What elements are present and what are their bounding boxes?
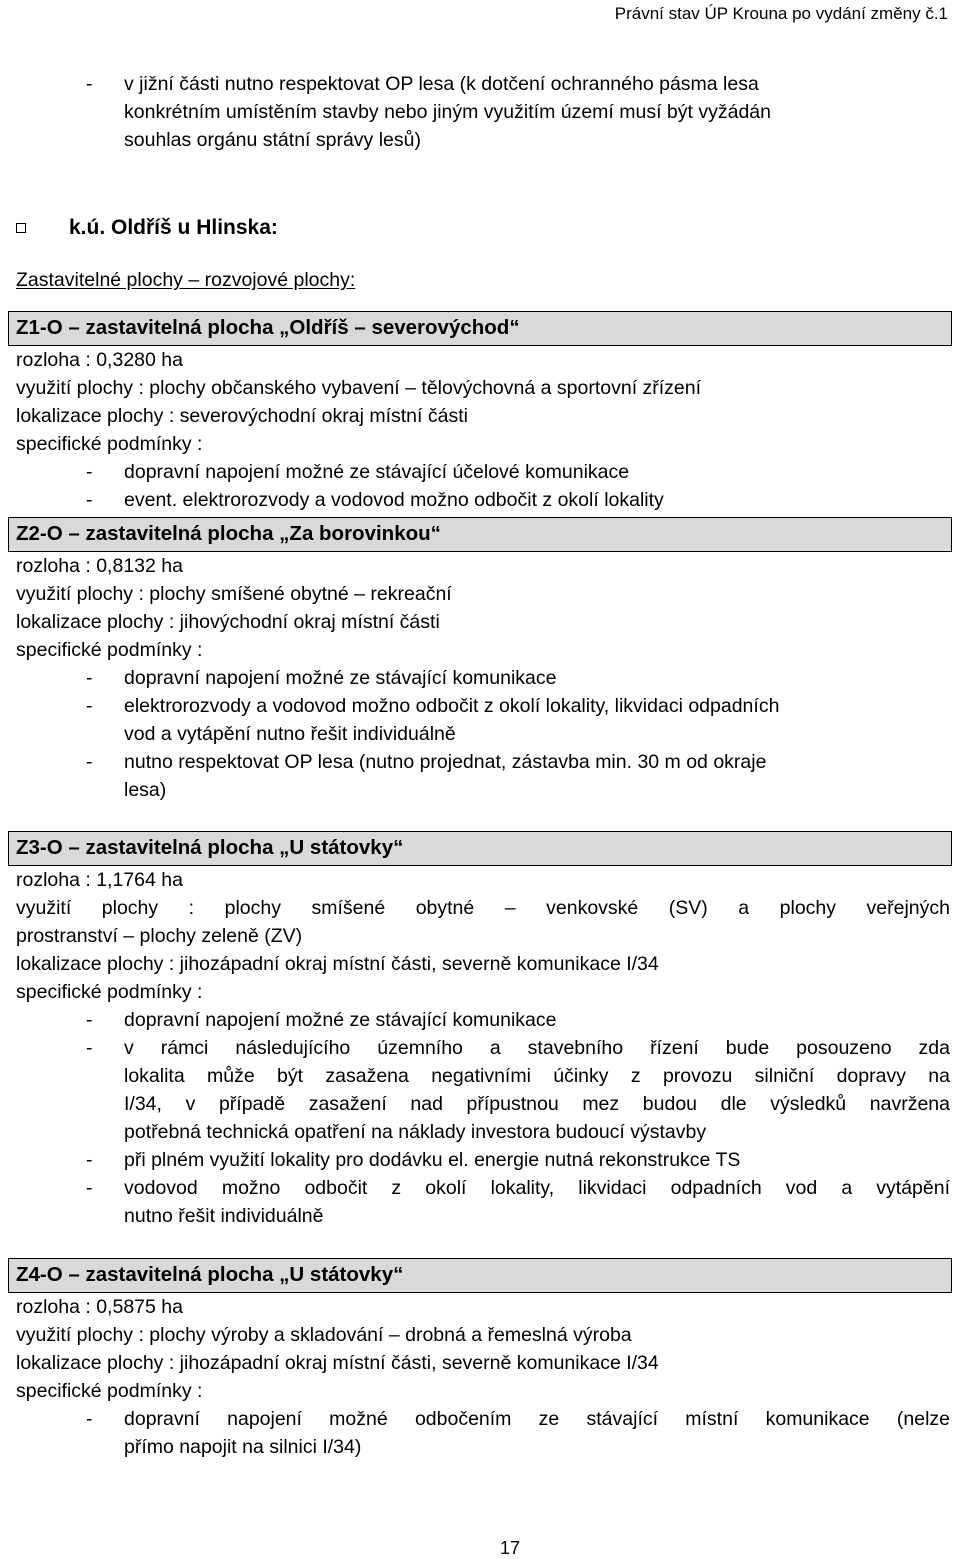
list-item-line: vod a vytápění nutno řešit individuálně: [124, 723, 456, 745]
bullet-dash: -: [86, 667, 93, 689]
list-item: [16, 1405, 950, 1461]
z3-podminky-label: specifické podmínky :: [16, 981, 203, 1003]
checkbox-bullet-icon: [16, 223, 26, 233]
bullet-dash: -: [86, 1408, 93, 1430]
bullet-dash: -: [86, 489, 93, 511]
bullet-dash: -: [86, 1149, 93, 1171]
z2-title-box: Z2-O – zastavitelná plocha „Za borovinkou“: [8, 517, 952, 552]
bullet-dash: -: [86, 461, 93, 483]
page-header: Právní stav ÚP Krouna po vydání změny č.1: [614, 4, 948, 23]
z3-rozloha: rozloha : 1,1764 ha: [16, 869, 183, 891]
cadastral-title: k.ú. Oldříš u Hlinska:: [69, 216, 278, 239]
section-heading: Zastavitelné plochy – rozvojové plochy:: [16, 269, 356, 291]
list-item-line: I/34, v případě zasažení nad přípustnou mez budou dle výsledků navržena: [124, 1093, 950, 1115]
bullet-dash: -: [86, 1037, 93, 1059]
z2-lokalizace: lokalizace plochy : jihovýchodní okraj místní části: [16, 611, 440, 633]
bullet-dash: -: [86, 1009, 93, 1031]
z1-title-box: Z1-O – zastavitelná plocha „Oldříš – severovýchod“: [8, 311, 952, 346]
list-item-line: elektrorozvody a vodovod možno odbočit z okolí lokality, likvidaci odpadních: [124, 695, 780, 717]
z4-title-box: Z4-O – zastavitelná plocha „U státovky“: [8, 1258, 952, 1293]
list-item: [16, 1034, 950, 1146]
z2-rozloha: rozloha : 0,8132 ha: [16, 555, 183, 577]
list-item: [16, 1174, 950, 1230]
list-item-line: lesa): [124, 779, 167, 801]
list-item-line: dopravní napojení možné ze stávající komunikace: [124, 1009, 557, 1031]
list-item: [16, 1146, 950, 1174]
list-item-line: dopravní napojení možné ze stávající komunikace: [124, 667, 557, 689]
cadastral-heading: [16, 212, 950, 244]
list-item-line: přímo napojit na silnici I/34): [124, 1436, 362, 1458]
z3-lokalizace: lokalizace plochy : jihozápadní okraj místní části, severně komunikace I/34: [16, 953, 659, 975]
z1-vyuziti: využití plochy : plochy občanského vybavení – tělovýchovná a sportovní zřízení: [16, 377, 702, 399]
bullet-dash: -: [86, 73, 93, 95]
list-item-line: potřebná technická opatření na náklady investora budoucí výstavby: [124, 1121, 707, 1143]
list-item: [16, 748, 950, 804]
z1-rozloha: rozloha : 0,3280 ha: [16, 349, 183, 371]
list-item: [16, 70, 950, 154]
list-item-line: konkrétním umístěním stavby nebo jiným využitím území musí být vyžádán: [124, 101, 771, 123]
list-item-line: souhlas orgánu státní správy lesů): [124, 129, 421, 151]
z2-vyuziti: využití plochy : plochy smíšené obytné – rekreační: [16, 583, 452, 605]
list-item: [16, 692, 950, 748]
z1-lokalizace: lokalizace plochy : severovýchodní okraj místní části: [16, 405, 468, 427]
z4-podminky-label: specifické podmínky :: [16, 1380, 203, 1402]
list-item-line: v rámci následujícího územního a stavebního řízení bude posouzeno zda: [124, 1037, 950, 1059]
list-item-line: event. elektrorozvody a vodovod možno odbočit z okolí lokality: [124, 489, 664, 511]
z3-title-box: Z3-O – zastavitelná plocha „U státovky“: [8, 831, 952, 866]
list-item-line: dopravní napojení možné ze stávající účelové komunikace: [124, 461, 630, 483]
z4-vyuziti: využití plochy : plochy výroby a skladování – drobná a řemeslná výroba: [16, 1324, 632, 1346]
list-item: [16, 664, 950, 692]
bullet-dash: -: [86, 695, 93, 717]
z3-vyuziti-line: prostranství – plochy zeleně (ZV): [16, 925, 303, 947]
list-item-line: při plném využití lokality pro dodávku el. energie nutná rekonstrukce TS: [124, 1149, 741, 1171]
page-number: 17: [499, 1538, 521, 1558]
list-item-line: vodovod možno odbočit z okolí lokality, likvidaci odpadních vod a vytápění: [124, 1177, 950, 1199]
list-item-line: v jižní části nutno respektovat OP lesa (k dotčení ochranného pásma lesa: [124, 73, 759, 95]
list-item-line: nutno respektovat OP lesa (nutno projednat, zástavba min. 30 m od okraje: [124, 751, 767, 773]
bullet-dash: -: [86, 1177, 93, 1199]
z3-vyuziti-line: využití plochy : plochy smíšené obytné – venkovské (SV) a plochy veřejných: [16, 897, 950, 919]
list-item-line: nutno řešit individuálně: [124, 1205, 324, 1227]
z4-lokalizace: lokalizace plochy : jihozápadní okraj místní části, severně komunikace I/34: [16, 1352, 659, 1374]
list-item-line: lokalita může být zasažena negativními účinky z provozu silniční dopravy na: [124, 1065, 950, 1087]
z2-podminky-label: specifické podmínky :: [16, 639, 203, 661]
list-item-line: dopravní napojení možné odbočením ze stávající místní komunikace (nelze: [124, 1408, 950, 1430]
z4-rozloha: rozloha : 0,5875 ha: [16, 1296, 183, 1318]
list-item: [16, 1006, 950, 1034]
list-item: [16, 486, 950, 514]
bullet-dash: -: [86, 751, 93, 773]
document-body: [16, 70, 950, 1461]
list-item: [16, 458, 950, 486]
z3-vyuziti: [16, 894, 950, 950]
z1-podminky-label: specifické podmínky :: [16, 433, 203, 455]
